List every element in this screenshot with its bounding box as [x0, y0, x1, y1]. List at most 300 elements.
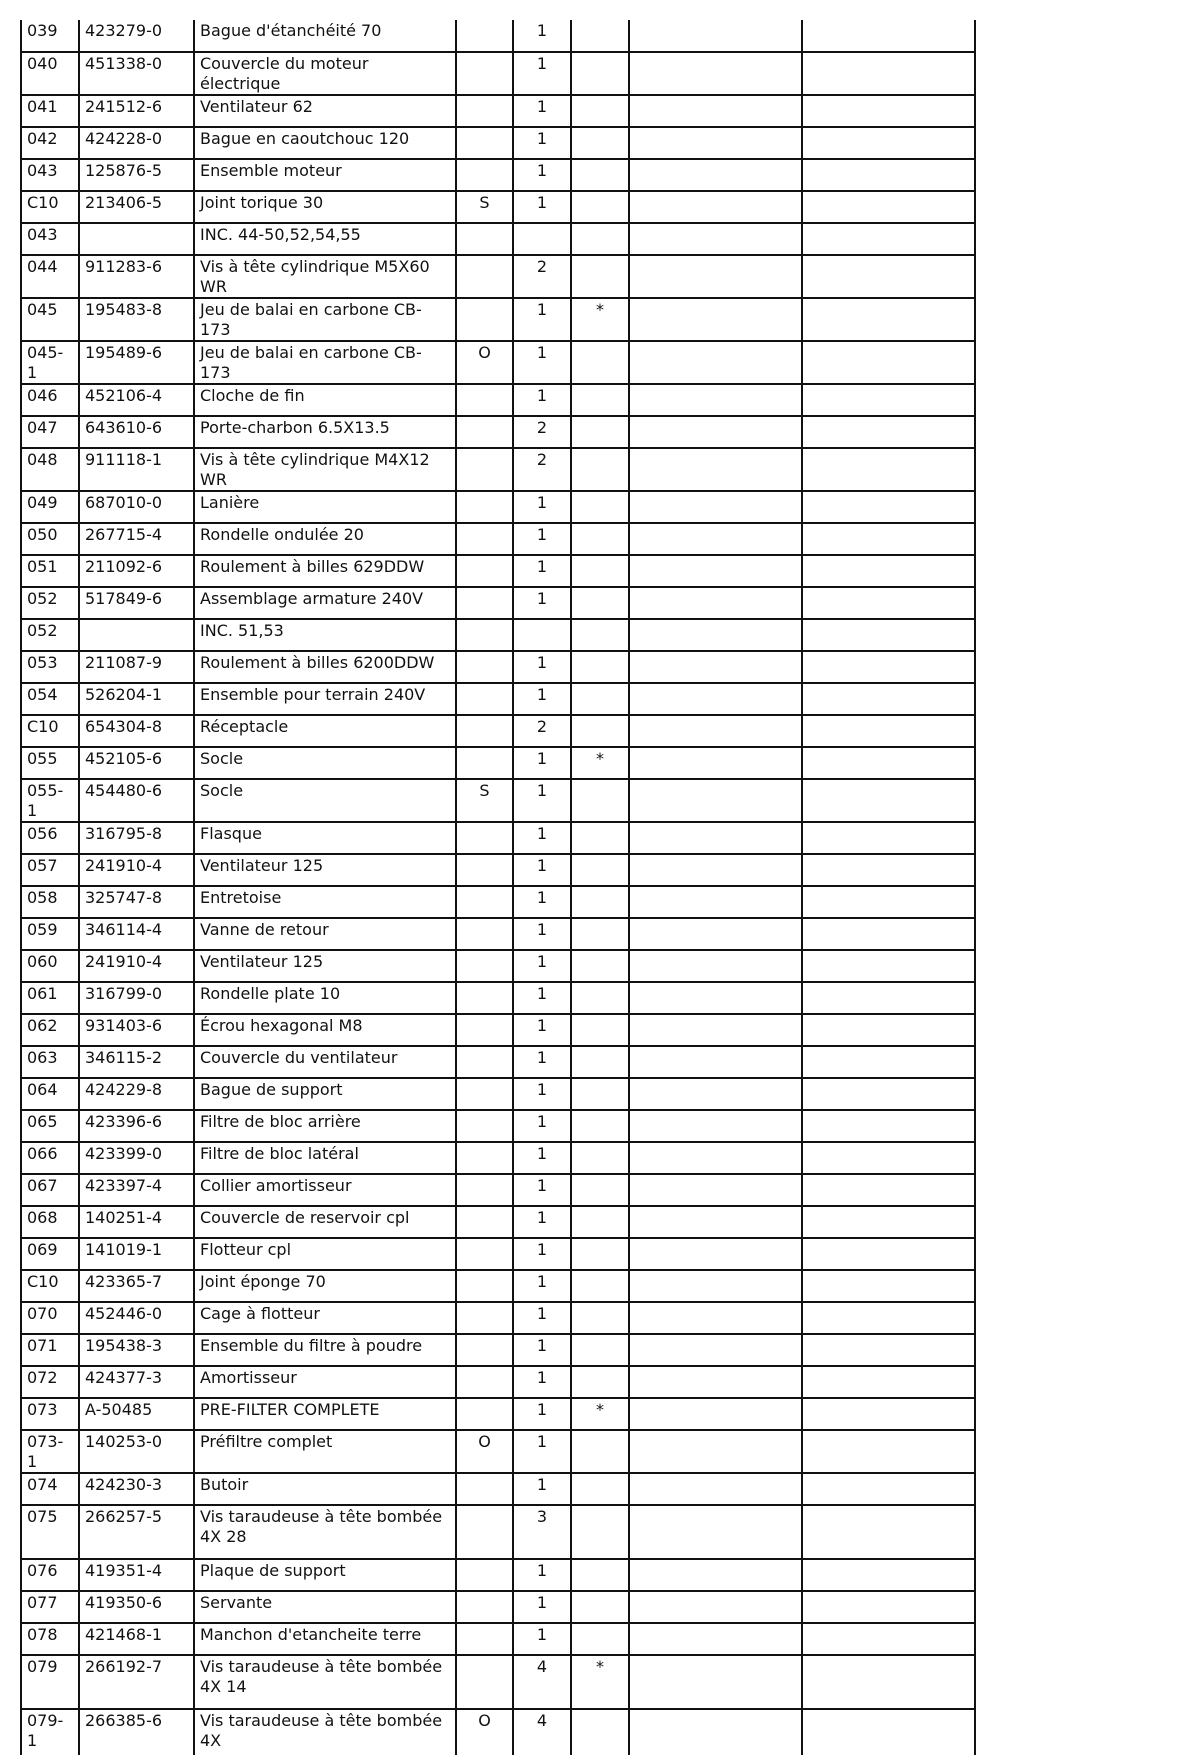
- blank-cell-cell: [629, 1559, 802, 1591]
- part-number-cell: 266385-6: [79, 1709, 194, 1755]
- blank-cell-cell: [629, 1430, 802, 1473]
- part-number-cell: [79, 619, 194, 651]
- description-cell: Ensemble pour terrain 240V: [194, 683, 456, 715]
- item-number-cell: 075: [21, 1505, 79, 1559]
- table-row: [21, 127, 975, 159]
- table-row: [21, 651, 975, 683]
- quantity-cell: 1: [513, 683, 571, 715]
- quantity-cell: 3: [513, 1505, 571, 1559]
- quantity-cell: 1: [513, 982, 571, 1014]
- part-number-cell: 241910-4: [79, 854, 194, 886]
- description-cell: Lanière: [194, 491, 456, 523]
- description-cell: Roulement à billes 629DDW: [194, 555, 456, 587]
- blank-cell-cell: [802, 886, 975, 918]
- table-row: [21, 1505, 975, 1559]
- blank-cell-cell: [802, 1430, 975, 1473]
- note-cell: [571, 619, 629, 651]
- quantity-cell: 1: [513, 127, 571, 159]
- description-cell: Entretoise: [194, 886, 456, 918]
- flag-cell: [456, 854, 513, 886]
- item-number-cell: 074: [21, 1473, 79, 1505]
- item-number-cell: 059: [21, 918, 79, 950]
- flag-cell: [456, 822, 513, 854]
- note-cell: [571, 1334, 629, 1366]
- description-cell: Ventilateur 125: [194, 854, 456, 886]
- part-number-cell: 140253-0: [79, 1430, 194, 1473]
- table-row: [21, 191, 975, 223]
- part-number-cell: 452106-4: [79, 384, 194, 416]
- blank-cell-cell: [802, 715, 975, 747]
- blank-cell-cell: [802, 159, 975, 191]
- blank-cell-cell: [629, 1046, 802, 1078]
- item-number-cell: 052: [21, 619, 79, 651]
- note-cell: [571, 1046, 629, 1078]
- blank-cell-cell: [629, 191, 802, 223]
- part-number-cell: 141019-1: [79, 1238, 194, 1270]
- part-number-cell: 346114-4: [79, 918, 194, 950]
- flag-cell: [456, 523, 513, 555]
- description-cell: Cage à flotteur: [194, 1302, 456, 1334]
- note-cell: [571, 982, 629, 1014]
- blank-cell-cell: [802, 1398, 975, 1430]
- note-cell: *: [571, 1655, 629, 1709]
- blank-cell-cell: [629, 1238, 802, 1270]
- description-cell: Écrou hexagonal M8: [194, 1014, 456, 1046]
- part-number-cell: 423399-0: [79, 1142, 194, 1174]
- quantity-cell: 1: [513, 298, 571, 341]
- quantity-cell: 1: [513, 1591, 571, 1623]
- part-number-cell: 195483-8: [79, 298, 194, 341]
- flag-cell: [456, 1559, 513, 1591]
- note-cell: [571, 523, 629, 555]
- part-number-cell: 213406-5: [79, 191, 194, 223]
- description-cell: Rondelle plate 10: [194, 982, 456, 1014]
- blank-cell-cell: [629, 1302, 802, 1334]
- description-cell: Ventilateur 62: [194, 95, 456, 127]
- item-number-cell: 046: [21, 384, 79, 416]
- part-number-cell: 687010-0: [79, 491, 194, 523]
- item-number-cell: 066: [21, 1142, 79, 1174]
- item-number-cell: 045-1: [21, 341, 79, 384]
- note-cell: [571, 127, 629, 159]
- table-row: [21, 491, 975, 523]
- quantity-cell: 4: [513, 1709, 571, 1755]
- table-row: [21, 1206, 975, 1238]
- description-cell: Jeu de balai en carbone CB-173: [194, 341, 456, 384]
- blank-cell-cell: [629, 1398, 802, 1430]
- table-row: [21, 1559, 975, 1591]
- item-number-cell: 051: [21, 555, 79, 587]
- table-row: [21, 918, 975, 950]
- part-number-cell: 316799-0: [79, 982, 194, 1014]
- flag-cell: [456, 1473, 513, 1505]
- blank-cell-cell: [629, 918, 802, 950]
- blank-cell-cell: [802, 1334, 975, 1366]
- blank-cell-cell: [802, 448, 975, 491]
- blank-cell-cell: [802, 1559, 975, 1591]
- flag-cell: [456, 918, 513, 950]
- flag-cell: [456, 587, 513, 619]
- table-row: [21, 822, 975, 854]
- note-cell: [571, 587, 629, 619]
- description-cell: Couvercle de reservoir cpl: [194, 1206, 456, 1238]
- description-cell: Vis taraudeuse à tête bombée 4X: [194, 1709, 456, 1755]
- part-number-cell: 526204-1: [79, 683, 194, 715]
- item-number-cell: 063: [21, 1046, 79, 1078]
- blank-cell-cell: [629, 20, 802, 52]
- flag-cell: [456, 715, 513, 747]
- flag-cell: [456, 20, 513, 52]
- part-number-cell: 424377-3: [79, 1366, 194, 1398]
- quantity-cell: 1: [513, 1014, 571, 1046]
- blank-cell-cell: [629, 1174, 802, 1206]
- blank-cell-cell: [629, 127, 802, 159]
- parts-table-body: [21, 20, 975, 1755]
- part-number-cell: 424230-3: [79, 1473, 194, 1505]
- part-number-cell: 423396-6: [79, 1110, 194, 1142]
- blank-cell-cell: [629, 1655, 802, 1709]
- blank-cell-cell: [802, 619, 975, 651]
- quantity-cell: 1: [513, 1473, 571, 1505]
- flag-cell: [456, 298, 513, 341]
- part-number-cell: 211092-6: [79, 555, 194, 587]
- description-cell: Vis à tête cylindrique M4X12 WR: [194, 448, 456, 491]
- quantity-cell: 1: [513, 191, 571, 223]
- part-number-cell: 346115-2: [79, 1046, 194, 1078]
- blank-cell-cell: [629, 1078, 802, 1110]
- flag-cell: [456, 1655, 513, 1709]
- description-cell: Collier amortisseur: [194, 1174, 456, 1206]
- item-number-cell: 049: [21, 491, 79, 523]
- item-number-cell: 057: [21, 854, 79, 886]
- flag-cell: [456, 555, 513, 587]
- note-cell: [571, 1110, 629, 1142]
- note-cell: [571, 491, 629, 523]
- note-cell: [571, 384, 629, 416]
- blank-cell-cell: [802, 918, 975, 950]
- part-number-cell: 451338-0: [79, 52, 194, 95]
- note-cell: [571, 1302, 629, 1334]
- table-row: [21, 20, 975, 52]
- blank-cell-cell: [802, 491, 975, 523]
- note-cell: [571, 1709, 629, 1755]
- flag-cell: [456, 1591, 513, 1623]
- blank-cell-cell: [629, 715, 802, 747]
- quantity-cell: 1: [513, 886, 571, 918]
- table-row: [21, 1174, 975, 1206]
- flag-cell: [456, 982, 513, 1014]
- part-number-cell: 325747-8: [79, 886, 194, 918]
- flag-cell: O: [456, 1709, 513, 1755]
- item-number-cell: 070: [21, 1302, 79, 1334]
- flag-cell: O: [456, 341, 513, 384]
- table-row: [21, 52, 975, 95]
- table-row: [21, 159, 975, 191]
- quantity-cell: 1: [513, 1398, 571, 1430]
- table-row: [21, 1014, 975, 1046]
- note-cell: [571, 20, 629, 52]
- blank-cell-cell: [802, 1078, 975, 1110]
- description-cell: PRE-FILTER COMPLETE: [194, 1398, 456, 1430]
- blank-cell-cell: [802, 1709, 975, 1755]
- note-cell: *: [571, 747, 629, 779]
- blank-cell-cell: [629, 619, 802, 651]
- blank-cell-cell: [802, 1174, 975, 1206]
- flag-cell: [456, 448, 513, 491]
- flag-cell: [456, 1366, 513, 1398]
- table-row: [21, 950, 975, 982]
- quantity-cell: 1: [513, 822, 571, 854]
- blank-cell-cell: [802, 1270, 975, 1302]
- item-number-cell: 054: [21, 683, 79, 715]
- table-row: [21, 1110, 975, 1142]
- note-cell: *: [571, 298, 629, 341]
- table-row: [21, 223, 975, 255]
- quantity-cell: [513, 223, 571, 255]
- flag-cell: [456, 1505, 513, 1559]
- part-number-cell: 423397-4: [79, 1174, 194, 1206]
- blank-cell-cell: [802, 587, 975, 619]
- note-cell: [571, 1559, 629, 1591]
- table-row: [21, 1270, 975, 1302]
- flag-cell: [456, 619, 513, 651]
- quantity-cell: 1: [513, 1238, 571, 1270]
- item-number-cell: 061: [21, 982, 79, 1014]
- table-row: [21, 1398, 975, 1430]
- blank-cell-cell: [802, 127, 975, 159]
- note-cell: [571, 1142, 629, 1174]
- quantity-cell: 1: [513, 779, 571, 822]
- item-number-cell: C10: [21, 715, 79, 747]
- part-number-cell: 454480-6: [79, 779, 194, 822]
- blank-cell-cell: [629, 747, 802, 779]
- quantity-cell: 2: [513, 416, 571, 448]
- table-row: [21, 1709, 975, 1755]
- flag-cell: [456, 1174, 513, 1206]
- note-cell: [571, 1430, 629, 1473]
- note-cell: [571, 854, 629, 886]
- blank-cell-cell: [629, 255, 802, 298]
- item-number-cell: 079-1: [21, 1709, 79, 1755]
- blank-cell-cell: [629, 1591, 802, 1623]
- blank-cell-cell: [802, 1505, 975, 1559]
- part-number-cell: 266192-7: [79, 1655, 194, 1709]
- flag-cell: [456, 1142, 513, 1174]
- part-number-cell: A-50485: [79, 1398, 194, 1430]
- note-cell: [571, 191, 629, 223]
- description-cell: Préfiltre complet: [194, 1430, 456, 1473]
- blank-cell-cell: [802, 822, 975, 854]
- part-number-cell: 316795-8: [79, 822, 194, 854]
- description-cell: Réceptacle: [194, 715, 456, 747]
- blank-cell-cell: [802, 1142, 975, 1174]
- description-cell: Joint torique 30: [194, 191, 456, 223]
- description-cell: Couvercle du moteur électrique: [194, 52, 456, 95]
- item-number-cell: 079: [21, 1655, 79, 1709]
- blank-cell-cell: [629, 1623, 802, 1655]
- description-cell: Couvercle du ventilateur: [194, 1046, 456, 1078]
- item-number-cell: 072: [21, 1366, 79, 1398]
- note-cell: [571, 1078, 629, 1110]
- part-number-cell: 241512-6: [79, 95, 194, 127]
- description-cell: Bague de support: [194, 1078, 456, 1110]
- description-cell: Jeu de balai en carbone CB-173: [194, 298, 456, 341]
- description-cell: Porte-charbon 6.5X13.5: [194, 416, 456, 448]
- note-cell: [571, 448, 629, 491]
- blank-cell-cell: [629, 587, 802, 619]
- flag-cell: [456, 1206, 513, 1238]
- flag-cell: S: [456, 779, 513, 822]
- flag-cell: [456, 651, 513, 683]
- blank-cell-cell: [629, 982, 802, 1014]
- blank-cell-cell: [629, 341, 802, 384]
- quantity-cell: 1: [513, 384, 571, 416]
- blank-cell-cell: [802, 298, 975, 341]
- blank-cell-cell: [802, 1623, 975, 1655]
- quantity-cell: 1: [513, 159, 571, 191]
- quantity-cell: 1: [513, 1270, 571, 1302]
- flag-cell: [456, 1078, 513, 1110]
- blank-cell-cell: [629, 523, 802, 555]
- flag-cell: [456, 683, 513, 715]
- table-row: [21, 747, 975, 779]
- table-row: [21, 1238, 975, 1270]
- description-cell: Ensemble du filtre à poudre: [194, 1334, 456, 1366]
- part-number-cell: 266257-5: [79, 1505, 194, 1559]
- quantity-cell: 2: [513, 255, 571, 298]
- description-cell: Socle: [194, 779, 456, 822]
- description-cell: Joint éponge 70: [194, 1270, 456, 1302]
- quantity-cell: 1: [513, 1559, 571, 1591]
- quantity-cell: 1: [513, 587, 571, 619]
- description-cell: Ventilateur 125: [194, 950, 456, 982]
- quantity-cell: 1: [513, 491, 571, 523]
- table-row: [21, 523, 975, 555]
- description-cell: Socle: [194, 747, 456, 779]
- flag-cell: [456, 491, 513, 523]
- item-number-cell: 052: [21, 587, 79, 619]
- blank-cell-cell: [629, 854, 802, 886]
- part-number-cell: 911283-6: [79, 255, 194, 298]
- table-row: [21, 619, 975, 651]
- table-row: [21, 1430, 975, 1473]
- item-number-cell: 065: [21, 1110, 79, 1142]
- blank-cell-cell: [629, 1334, 802, 1366]
- blank-cell-cell: [629, 1270, 802, 1302]
- description-cell: Vis à tête cylindrique M5X60 WR: [194, 255, 456, 298]
- part-number-cell: 424229-8: [79, 1078, 194, 1110]
- note-cell: [571, 1174, 629, 1206]
- blank-cell-cell: [629, 448, 802, 491]
- item-number-cell: 050: [21, 523, 79, 555]
- quantity-cell: 1: [513, 854, 571, 886]
- note-cell: [571, 95, 629, 127]
- item-number-cell: 068: [21, 1206, 79, 1238]
- note-cell: [571, 416, 629, 448]
- note-cell: [571, 1366, 629, 1398]
- description-cell: Butoir: [194, 1473, 456, 1505]
- flag-cell: [456, 1046, 513, 1078]
- table-row: [21, 384, 975, 416]
- note-cell: [571, 822, 629, 854]
- description-cell: Rondelle ondulée 20: [194, 523, 456, 555]
- blank-cell-cell: [629, 1206, 802, 1238]
- description-cell: Bague d'étanchéité 70: [194, 20, 456, 52]
- table-row: [21, 1142, 975, 1174]
- blank-cell-cell: [629, 1142, 802, 1174]
- blank-cell-cell: [629, 95, 802, 127]
- blank-cell-cell: [802, 20, 975, 52]
- blank-cell-cell: [629, 779, 802, 822]
- blank-cell-cell: [802, 950, 975, 982]
- item-number-cell: 040: [21, 52, 79, 95]
- item-number-cell: 069: [21, 1238, 79, 1270]
- part-number-cell: 423279-0: [79, 20, 194, 52]
- blank-cell-cell: [802, 651, 975, 683]
- quantity-cell: 1: [513, 747, 571, 779]
- part-number-cell: 654304-8: [79, 715, 194, 747]
- quantity-cell: 1: [513, 918, 571, 950]
- table-row: [21, 1078, 975, 1110]
- flag-cell: S: [456, 191, 513, 223]
- item-number-cell: 073-1: [21, 1430, 79, 1473]
- part-number-cell: 419350-6: [79, 1591, 194, 1623]
- table-row: [21, 854, 975, 886]
- description-cell: Filtre de bloc arrière: [194, 1110, 456, 1142]
- table-row: [21, 1655, 975, 1709]
- part-number-cell: 643610-6: [79, 416, 194, 448]
- blank-cell-cell: [802, 95, 975, 127]
- note-cell: [571, 1591, 629, 1623]
- blank-cell-cell: [629, 822, 802, 854]
- blank-cell-cell: [629, 683, 802, 715]
- blank-cell-cell: [802, 1046, 975, 1078]
- blank-cell-cell: [802, 1591, 975, 1623]
- part-number-cell: 125876-5: [79, 159, 194, 191]
- blank-cell-cell: [802, 416, 975, 448]
- table-row: [21, 886, 975, 918]
- blank-cell-cell: [802, 982, 975, 1014]
- table-row: [21, 341, 975, 384]
- item-number-cell: C10: [21, 191, 79, 223]
- description-cell: INC. 51,53: [194, 619, 456, 651]
- note-cell: [571, 950, 629, 982]
- item-number-cell: 048: [21, 448, 79, 491]
- note-cell: [571, 779, 629, 822]
- quantity-cell: 2: [513, 448, 571, 491]
- item-number-cell: 071: [21, 1334, 79, 1366]
- quantity-cell: 1: [513, 950, 571, 982]
- blank-cell-cell: [802, 1238, 975, 1270]
- quantity-cell: 1: [513, 1142, 571, 1174]
- item-number-cell: 043: [21, 159, 79, 191]
- item-number-cell: 047: [21, 416, 79, 448]
- item-number-cell: 039: [21, 20, 79, 52]
- blank-cell-cell: [802, 191, 975, 223]
- quantity-cell: 1: [513, 1430, 571, 1473]
- flag-cell: [456, 1014, 513, 1046]
- table-row: [21, 448, 975, 491]
- blank-cell-cell: [629, 1014, 802, 1046]
- item-number-cell: 058: [21, 886, 79, 918]
- description-cell: Vis taraudeuse à tête bombée 4X 14: [194, 1655, 456, 1709]
- item-number-cell: 045: [21, 298, 79, 341]
- quantity-cell: 1: [513, 1046, 571, 1078]
- flag-cell: [456, 950, 513, 982]
- part-number-cell: 424228-0: [79, 127, 194, 159]
- item-number-cell: 076: [21, 1559, 79, 1591]
- blank-cell-cell: [802, 341, 975, 384]
